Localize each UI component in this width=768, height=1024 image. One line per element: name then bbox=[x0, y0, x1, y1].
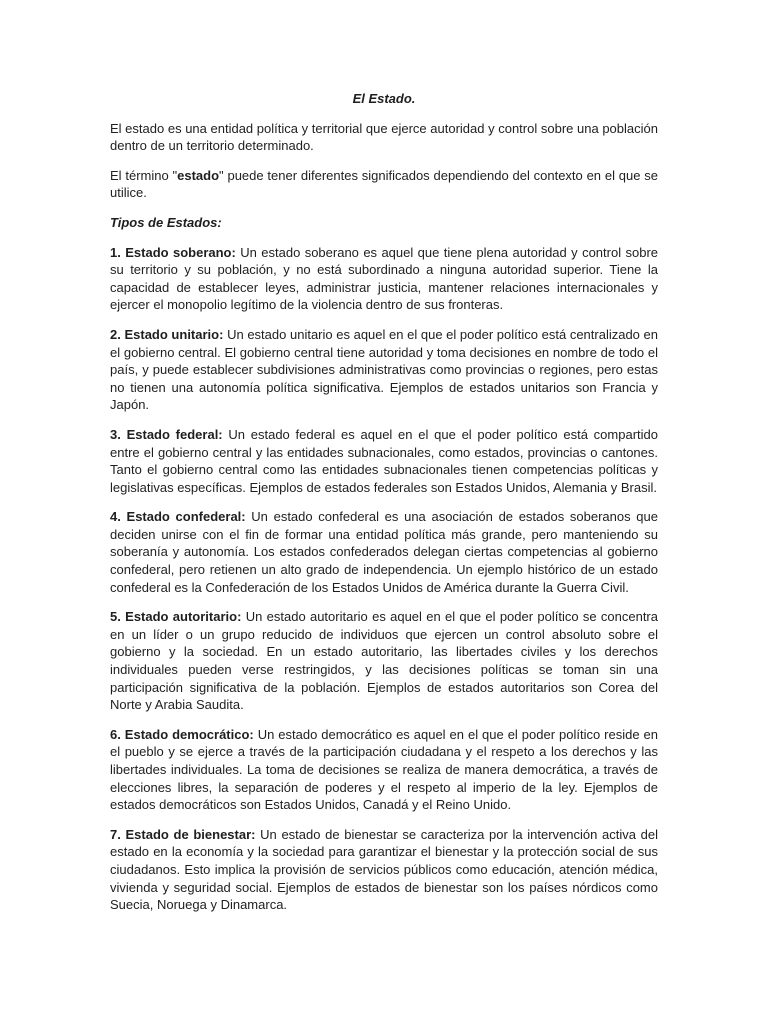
state-type-text-7: Un estado de bienestar se caracteriza por la intervención activa del estado en la economía y la sociedad para garantizar el bienestar y la protección social de sus ciudadanos. Esto implica la provisión de servicios públicos como educación, atención médica, vivienda y seguridad social. Ejemplos de estados de bienestar son los países nórdicos como Suecia, Noruega y Dinamarca. bbox=[110, 826, 658, 913]
state-type-paragraph-6 bbox=[110, 726, 658, 814]
intro-paragraph-2 bbox=[110, 167, 658, 202]
intro-paragraph-2-pre: El término " bbox=[110, 167, 178, 183]
state-type-label-7: 7. Estado de bienestar: bbox=[110, 826, 256, 842]
intro-paragraph-2-bold: estado bbox=[177, 167, 220, 183]
state-type-paragraph-3 bbox=[110, 426, 658, 496]
state-type-paragraph-4 bbox=[110, 508, 658, 596]
state-type-text-5: Un estado autoritario es aquel en el que el poder político se concentra en un líder o un grupo reducido de individuos que ejercen un control absoluto sobre el gobierno y la sociedad. En un estado autoritario, las libertades civiles y los derechos individuales pueden verse restringidos, y las decisiones políticas se toman sin una participación significativa de la población. Ejemplos de estados autoritarios son Corea del Norte y Arabia Saudita. bbox=[110, 609, 658, 713]
state-type-text-1: Un estado soberano es aquel que tiene plena autoridad y control sobre su territorio y su población, y no está subordinado a ninguna autoridad superior. Tiene la capacidad de establecer leyes, administrar justicia, mantener relaciones internacionales y ejercer el monopolio legítimo de la violencia dentro de sus fronteras. bbox=[110, 244, 659, 313]
state-type-paragraph-1 bbox=[110, 244, 658, 314]
document-title: El Estado. bbox=[352, 91, 416, 106]
document-page bbox=[110, 0, 658, 914]
state-type-text-2: Un estado unitario es aquel en el que el poder político está centralizado en el gobierno central. El gobierno central tiene autoridad y toma decisiones en nombre de todo el país, y puede establecer subdivisiones administrativas como provincias o regiones, pero estas no tienen una autonomía política significativa. Ejemplos de estados unitarios son Francia y Japón. bbox=[110, 326, 659, 413]
intro-paragraph-1: El estado es una entidad política y territorial que ejerce autoridad y control sobre una población dentro de un territorio determinado. bbox=[110, 120, 658, 154]
types-of-states-heading: Tipos de Estados: bbox=[110, 214, 222, 230]
state-type-text-3: Un estado federal es aquel en el que el poder político está compartido entre el gobierno central y las entidades subnacionales, como estados, provincias o cantones. Tanto el gobierno central como las entidades subnacionales tienen competencias políticas y legislativas específicas. Ejemplos de estados federales son Estados Unidos, Alemania y Brasil. bbox=[110, 426, 658, 495]
state-type-label-5: 5. Estado autoritario: bbox=[110, 609, 242, 625]
state-type-label-6: 6. Estado democrático: bbox=[110, 726, 254, 742]
intro-paragraph-2-post: " puede tener diferentes significados dependiendo del contexto en el que se utilice. bbox=[110, 167, 658, 201]
state-type-label-3: 3. Estado federal: bbox=[110, 426, 223, 442]
state-type-label-2: 2. Estado unitario: bbox=[110, 326, 224, 342]
state-type-text-4: Un estado confederal es una asociación de estados soberanos que deciden unirse con el fin de formar una entidad política más grande, pero manteniendo su soberanía y autonomía. Los estados confederados delegan ciertas competencias al gobierno confederal, pero retienen un alto grado de independencia. Un ejemplo histórico de un estado confederal es la Confederación de los Estados Unidos de América durante la Guerra Civil. bbox=[110, 509, 658, 595]
state-type-label-4: 4. Estado confederal: bbox=[110, 509, 246, 525]
state-type-paragraph-5 bbox=[110, 608, 658, 714]
state-type-paragraph-2 bbox=[110, 326, 658, 414]
state-type-text-6: Un estado democrático es aquel en el que el poder político reside en el pueblo y se ejerce a través de la participación ciudadana y el respeto a los derechos y las libertades individuales. La toma de decisiones se realiza de manera democrática, a través de elecciones libres, la separación de poderes y el respeto al imperio de la ley. Ejemplos de estados democráticos son Estados Unidos, Canadá y el Reino Unido. bbox=[110, 726, 658, 813]
state-type-label-1: 1. Estado soberano: bbox=[110, 244, 236, 260]
state-type-paragraph-7 bbox=[110, 826, 658, 914]
